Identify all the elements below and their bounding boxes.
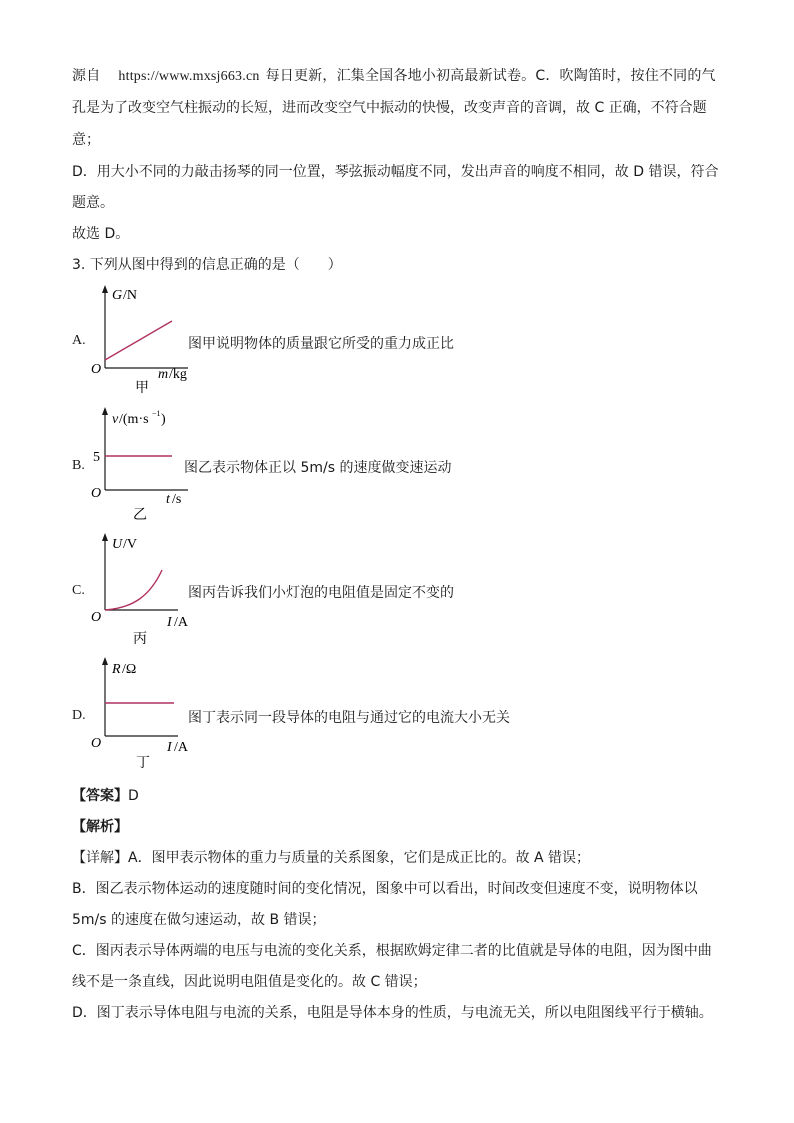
option-a-text: 图甲说明物体的质量跟它所受的重力成正比 (188, 336, 454, 352)
detail-text-a: A．图甲表示物体的重力与质量的关系图象，它们是成正比的。故 A 错误； (128, 850, 591, 866)
graph-c-x-unit: /A (174, 615, 188, 630)
graph-c-y-var: U (112, 537, 123, 552)
graph-b-origin: O (91, 486, 102, 501)
question-stem: 3. 下列从图中得到的信息正确的是（ ） (72, 257, 342, 273)
source-suffix: 每日更新，汇集全国各地小初高最新试卷。C．吹陶笛时，按住不同的气 (265, 68, 716, 84)
analysis-label: 解析 (86, 819, 114, 835)
graph-d-x-unit: /A (174, 740, 188, 755)
detail-line-4: C．图丙表示导体两端的电压与电流的变化关系，根据欧姆定律二者的比值就是导体的电阻，因为图中曲 (72, 943, 712, 959)
graph-c (88, 530, 198, 648)
answer-value: D (128, 788, 139, 804)
intro-line-3: D．用大小不同的力敲击扬琴的同一位置，琴弦振动幅度不同，发出声音的响度不相同，故 D 错误，符合 (72, 164, 719, 180)
graph-b-x-unit: /s (172, 492, 182, 507)
graph-d-origin: O (91, 736, 102, 751)
option-d-letter[interactable]: D. (72, 708, 86, 723)
intro-line-4: 题意。 (72, 195, 114, 211)
graph-a-y-var: G (112, 288, 123, 303)
answer-line (72, 786, 139, 806)
detail-line-1 (72, 848, 590, 868)
graph-b-caption: 乙 (133, 508, 147, 522)
answer-label-close: 】 (114, 788, 128, 804)
option-c-letter[interactable]: C. (72, 583, 85, 598)
option-c-text: 图丙告诉我们小灯泡的电阻值是固定不变的 (188, 585, 454, 601)
option-a-letter[interactable]: A. (72, 333, 86, 348)
detail-label-open: 【 (72, 850, 86, 866)
graph-a-y-unit: /N (123, 288, 137, 303)
graph-a-line (105, 321, 172, 360)
graph-b-y-var: v (112, 412, 119, 427)
graph-a-x-var: m (158, 367, 169, 382)
option-b-letter[interactable]: B. (72, 458, 85, 473)
graph-c-x-var: I (167, 615, 172, 630)
graph-a (88, 282, 198, 394)
option-d-text: 图丁表示同一段导体的电阻与通过它的电流大小无关 (188, 710, 510, 726)
graph-c-caption: 丙 (133, 632, 147, 647)
source-line (72, 66, 716, 87)
graph-b-y-close: ) (161, 412, 166, 427)
graph-d-y-arrow (102, 657, 108, 665)
graph-d-caption: 丁 (136, 756, 150, 771)
intro-line-2: 意； (72, 132, 100, 148)
analysis-line (72, 817, 128, 837)
intro-line-5: 故选 D。 (72, 226, 130, 242)
answer-label-open: 【 (72, 788, 86, 804)
graph-d-x-var: I (167, 740, 172, 755)
graph-c-origin: O (91, 610, 102, 625)
graph-a-x-unit: /kg (169, 367, 187, 382)
detail-label-close: 】 (114, 850, 128, 866)
graph-c-y-unit: /V (123, 537, 137, 552)
graph-d (88, 654, 198, 774)
answer-label: 答案 (86, 788, 114, 804)
detail-label: 详解 (86, 850, 114, 866)
detail-line-5: 线不是一条直线，因此说明电阻值是变化的。故 C 错误； (72, 974, 427, 990)
intro-line-1: 孔是为了改变空气柱振动的长短，进而改变空气中振动的快慢，改变声音的音调，故 C 正确，不符合题 (72, 100, 707, 116)
source-url[interactable]: https://www.mxsj663.cn (118, 69, 260, 84)
graph-d-y-unit: /Ω (122, 662, 137, 677)
detail-line-2: B．图乙表示物体运动的速度随时间的变化情况，图象中可以看出，时间改变但速度不变，说明物体以 (72, 881, 698, 897)
graph-b (88, 404, 198, 522)
detail-line-6: D．图丁表示导体电阻与电流的关系，电阻是导体本身的性质，与电流无关，所以电阻图线平行于横轴。 (72, 1005, 713, 1021)
detail-line-3: 5m/s 的速度在做匀速运动，故 B 错误； (72, 912, 326, 928)
graph-d-y-var: R (112, 662, 121, 677)
graph-b-y-arrow (102, 407, 108, 415)
option-b-text: 图乙表示物体正以 5m/s 的速度做变速运动 (184, 460, 452, 476)
graph-c-curve (105, 570, 162, 610)
source-prefix: 源自 (72, 68, 101, 84)
graph-b-y-sup: −1 (152, 409, 161, 418)
graph-b-y-tick: 5 (93, 450, 100, 465)
graph-a-caption: 甲 (135, 381, 149, 394)
analysis-label-close: 】 (114, 819, 128, 835)
graph-b-y-unit: /(m·s (119, 412, 149, 427)
graph-a-y-arrow (102, 285, 108, 293)
graph-a-origin: O (91, 362, 102, 377)
analysis-label-open: 【 (72, 819, 86, 835)
graph-c-y-arrow (102, 533, 108, 541)
graph-b-x-var: t (166, 492, 170, 507)
